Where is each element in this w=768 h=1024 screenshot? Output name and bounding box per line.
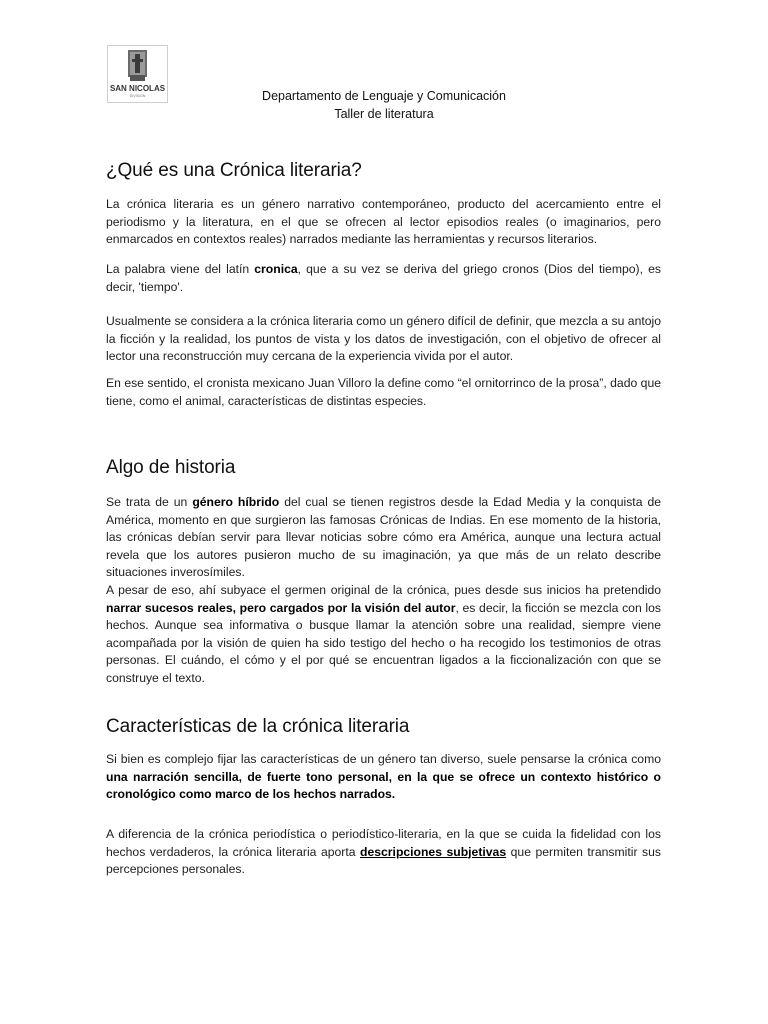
paragraph-genre-description: Usualmente se considera a la crónica literaria como un género difícil de definir, que mezcla a su antojo la ficción y la realidad, los puntos de vista y los datos de investigación, con el objetivo de ofrecer al lector una reconstrucción muy cercana de la experiencia vivida por el autor.	[106, 314, 661, 363]
paragraph-villoro-quote: En ese sentido, el cronista mexicano Juan Villoro la define como “el ornitorrinco de la prosa”, dado que tiene, como el animal, características de distintas especies.	[106, 376, 661, 408]
keyword-narracion-sencilla: una narración sencilla, de fuerte tono personal, en la que se ofrece un contexto histórico o cronológico como marco de los hechos narrados.	[106, 769, 661, 801]
text-segment: A pesar de eso, ahí subyace el germen original de la crónica, pues desde sus inicios ha pretendido	[106, 583, 661, 597]
text-segment: , es decir, la ficción se mezcla con los hechos. Aunque sea informativa o busque llamar la atención sobre una realidad, siempre viene acompañada por la visión de quien ha sido testigo del hecho o ha recogido los testimonios de otras personas. El cuándo, el cómo y el por qué se encuentran ligados a la ficcionalización con que se construye el texto.	[106, 600, 661, 685]
logo-name: SAN NICOLAS	[109, 84, 166, 93]
keyword-narrar-sucesos: narrar sucesos reales, pero cargados por la visión del autor	[106, 600, 456, 615]
department-heading: Departamento de Lenguaje y Comunicación	[262, 89, 506, 103]
paragraph-subjective-descriptions	[106, 826, 661, 879]
paragraph-characteristics	[106, 751, 661, 804]
paragraph-definition: La crónica literaria es un género narrativo contemporáneo, producto del acercamiento entre el periodismo y la literatura, en el que se ofrecen al lector episodios reales (o imaginarios, pero enmarcados en contextos reales) narrados mediante las herramientas y recursos literarios.	[106, 197, 661, 246]
text-segment: del cual se tienen registros desde la Edad Media y la conquista de América, momento en que surgieron las famosas Crónicas de Indias. En ese momento de la historia, las crónicas debían servir para llevar noticias sobre cómo era América, aunque una lectura actual revela que los autores pusieron mucho de su imaginación, ya que más de un relato describe situaciones inverosímiles.	[106, 495, 662, 579]
logo-subtext: DIVISION	[129, 94, 146, 98]
paragraph-history-origins	[106, 494, 661, 582]
section-title-caracteristicas: Características de la crónica literaria	[106, 716, 410, 737]
text-segment: La palabra viene del latín	[106, 262, 255, 276]
workshop-heading: Taller de literatura	[334, 107, 434, 121]
section-title-cronica: ¿Qué es una Crónica literaria?	[106, 160, 362, 181]
keyword-genero-hibrido: género híbrido	[192, 495, 280, 509]
text-segment: Si bien es complejo fijar las características de un género tan diverso, suele pensarse la crónica como	[106, 752, 661, 766]
paragraph-history-germ	[106, 582, 661, 687]
text-segment: , que a su vez se deriva del griego cronos (Dios del tiempo), es decir, 'tiempo'.	[106, 262, 661, 294]
section-title-historia: Algo de historia	[106, 457, 236, 478]
text-segment: A diferencia de la crónica periodística o periodístico-literaria, en la que se cuida la fidelidad con los hechos verdaderos, la crónica literaria aporta	[106, 827, 661, 859]
keyword-descripciones-subjetivas: descripciones subjetivas	[360, 844, 507, 859]
text-segment: Se trata de un	[106, 495, 193, 509]
text-segment: que permiten transmitir sus percepciones personales.	[106, 844, 661, 876]
paragraph-etymology	[106, 261, 661, 296]
keyword-cronica: cronica	[254, 262, 298, 276]
